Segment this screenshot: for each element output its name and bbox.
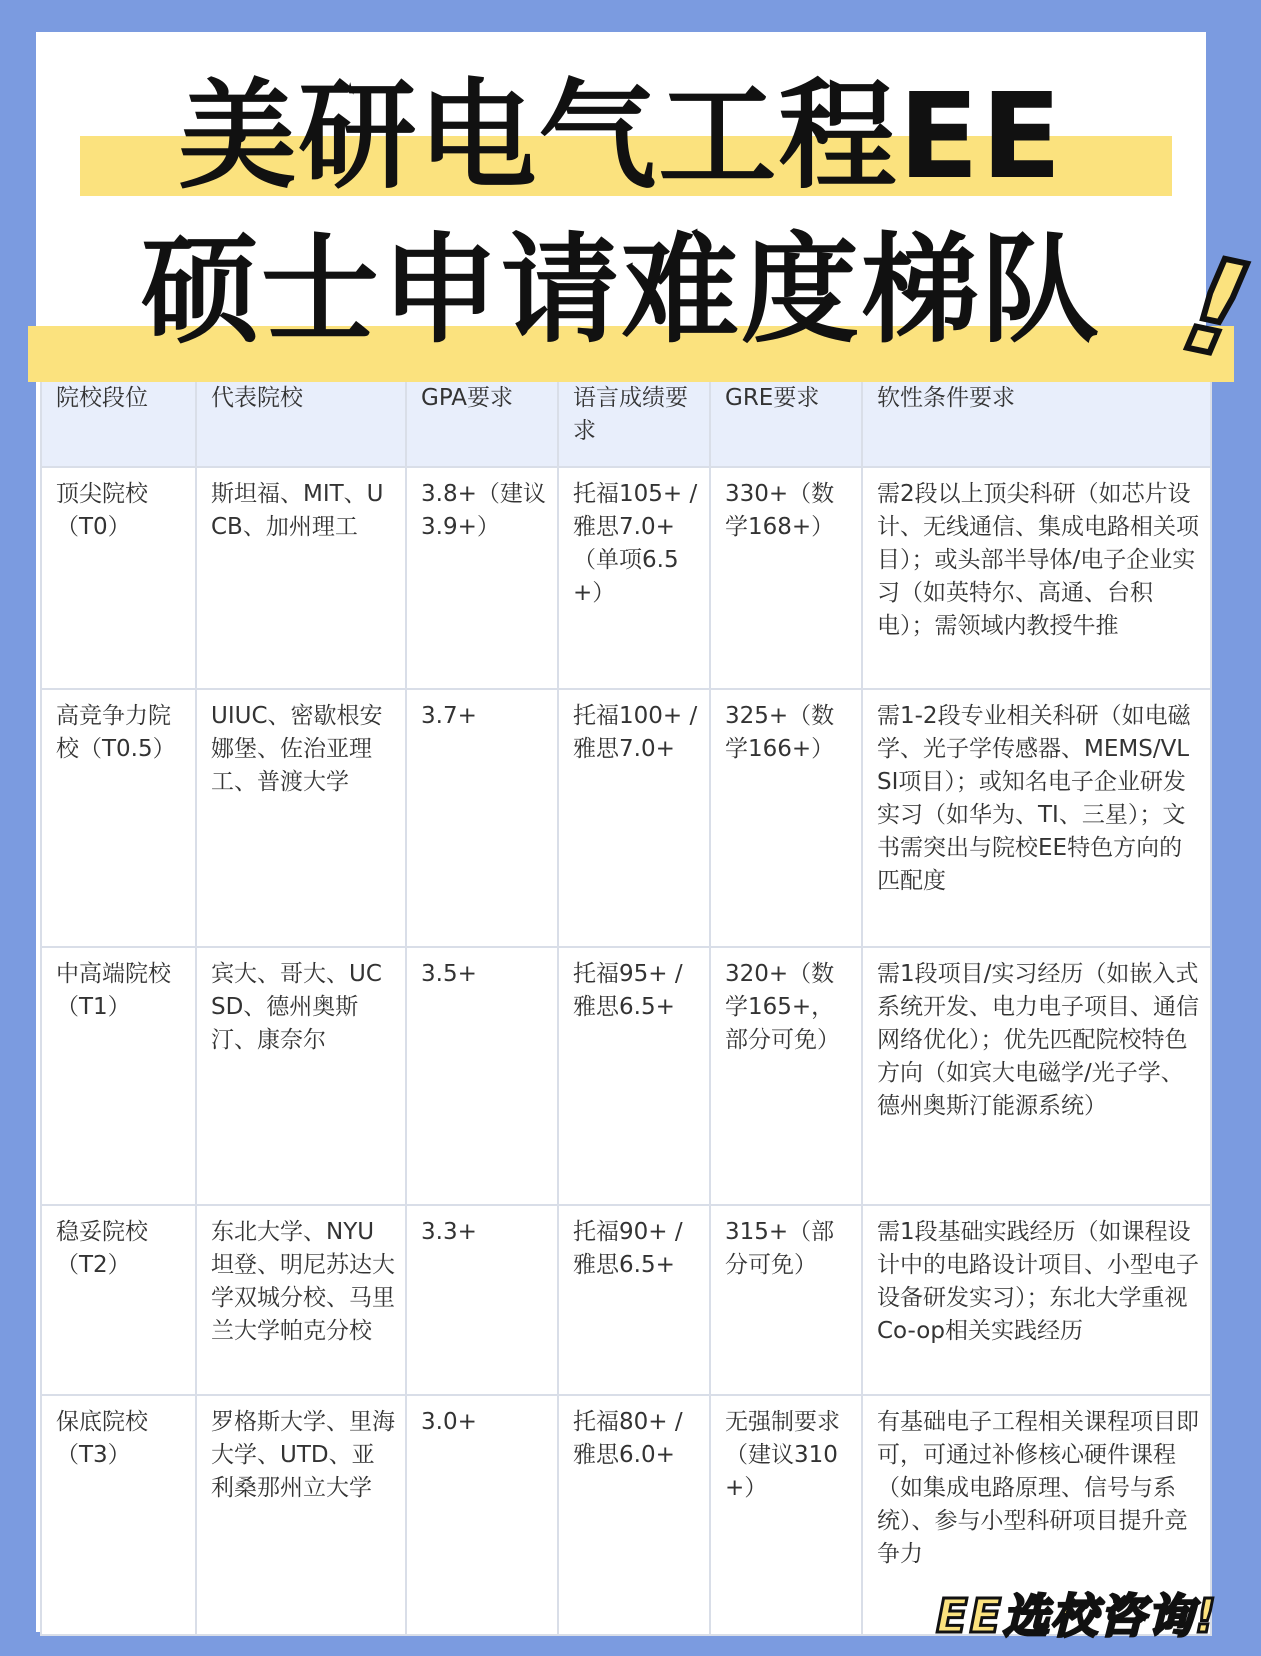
cell-tier: 高竞争力院校（T0.5） xyxy=(41,689,196,947)
table-row xyxy=(41,947,1211,1205)
cell-schools: UIUC、密歇根安娜堡、佐治亚理工、普渡大学 xyxy=(196,689,406,947)
table-row xyxy=(41,467,1211,689)
cell-tier: 稳妥院校（T2） xyxy=(41,1205,196,1395)
page-title-line-2 xyxy=(36,220,1206,360)
exclamation-mark: ! xyxy=(1171,227,1261,389)
cell-soft: 需1段基础实践经历（如课程设计中的电路设计项目、小型电子设备研发实习）；东北大学重视Co-op相关实践经历 xyxy=(862,1205,1211,1395)
cell-language: 托福100+ / 雅思7.0+ xyxy=(558,689,710,947)
header-schools: 代表院校 xyxy=(196,367,406,467)
cell-gre: 无强制要求（建议310+） xyxy=(710,1395,862,1635)
cell-soft: 需1-2段专业相关科研（如电磁学、光子学传感器、MEMS/VLSI项目）；或知名电子企业研发实习（如华为、TI、三星）；文书需突出与院校EE特色方向的匹配度 xyxy=(862,689,1211,947)
header-language: 语言成绩要求 xyxy=(558,367,710,467)
cell-schools: 斯坦福、MIT、UCB、加州理工 xyxy=(196,467,406,689)
cell-tier: 顶尖院校（T0） xyxy=(41,467,196,689)
table-row xyxy=(41,689,1211,947)
cell-language: 托福105+ / 雅思7.0+（单项6.5+） xyxy=(558,467,710,689)
title-text-1: 美研电气工程EE xyxy=(178,67,1064,205)
tier-table-container xyxy=(40,366,1210,1634)
cell-language: 托福80+ / 雅思6.0+ xyxy=(558,1395,710,1635)
cell-gre: 325+（数学166+） xyxy=(710,689,862,947)
cell-language: 托福95+ / 雅思6.5+ xyxy=(558,947,710,1205)
table-row xyxy=(41,1205,1211,1395)
cell-soft: 有基础电子工程相关课程项目即可，可通过补修核心硬件课程（如集成电路原理、信号与系统）、参与小型科研项目提升竞争力 xyxy=(862,1395,1211,1635)
cell-gre: 315+（部分可免） xyxy=(710,1205,862,1395)
title-text-2: 硕士申请难度梯队 xyxy=(140,221,1101,359)
cell-tier: 中高端院校（T1） xyxy=(41,947,196,1205)
cell-gpa: 3.3+ xyxy=(406,1205,558,1395)
cell-gpa: 3.5+ xyxy=(406,947,558,1205)
cell-gpa: 3.0+ xyxy=(406,1395,558,1635)
cell-soft: 需1段项目/实习经历（如嵌入式系统开发、电力电子项目、通信网络优化）；优先匹配院校特色方向（如宾大电磁学/光子学、德州奥斯汀能源系统） xyxy=(862,947,1211,1205)
page-title-line-1 xyxy=(36,66,1206,206)
content-card xyxy=(36,32,1261,1632)
cell-schools: 东北大学、NYU坦登、明尼苏达大学双城分校、马里兰大学帕克分校 xyxy=(196,1205,406,1395)
cell-gre: 320+（数学165+，部分可免） xyxy=(710,947,862,1205)
cell-gre: 330+（数学168+） xyxy=(710,467,862,689)
header-gpa: GPA要求 xyxy=(406,367,558,467)
header-soft: 软性条件要求 xyxy=(862,367,1211,467)
tier-table xyxy=(40,366,1212,1636)
header-tier: 院校段位 xyxy=(41,367,196,467)
cell-schools: 宾大、哥大、UCSD、德州奥斯汀、康奈尔 xyxy=(196,947,406,1205)
cell-schools: 罗格斯大学、里海大学、UTD、亚利桑那州立大学 xyxy=(196,1395,406,1635)
cell-soft: 需2段以上顶尖科研（如芯片设计、无线通信、集成电路相关项目）；或头部半导体/电子企业实习（如英特尔、高通、台积电）；需领域内教授牛推 xyxy=(862,467,1211,689)
cell-language: 托福90+ / 雅思6.5+ xyxy=(558,1205,710,1395)
consult-cta-label: EE选校咨询! xyxy=(936,1589,1218,1643)
cell-tier: 保底院校（T3） xyxy=(41,1395,196,1635)
table-header-row xyxy=(41,367,1211,467)
cell-gpa: 3.8+（建议3.9+） xyxy=(406,467,558,689)
header-gre: GRE要求 xyxy=(710,367,862,467)
cell-gpa: 3.7+ xyxy=(406,689,558,947)
